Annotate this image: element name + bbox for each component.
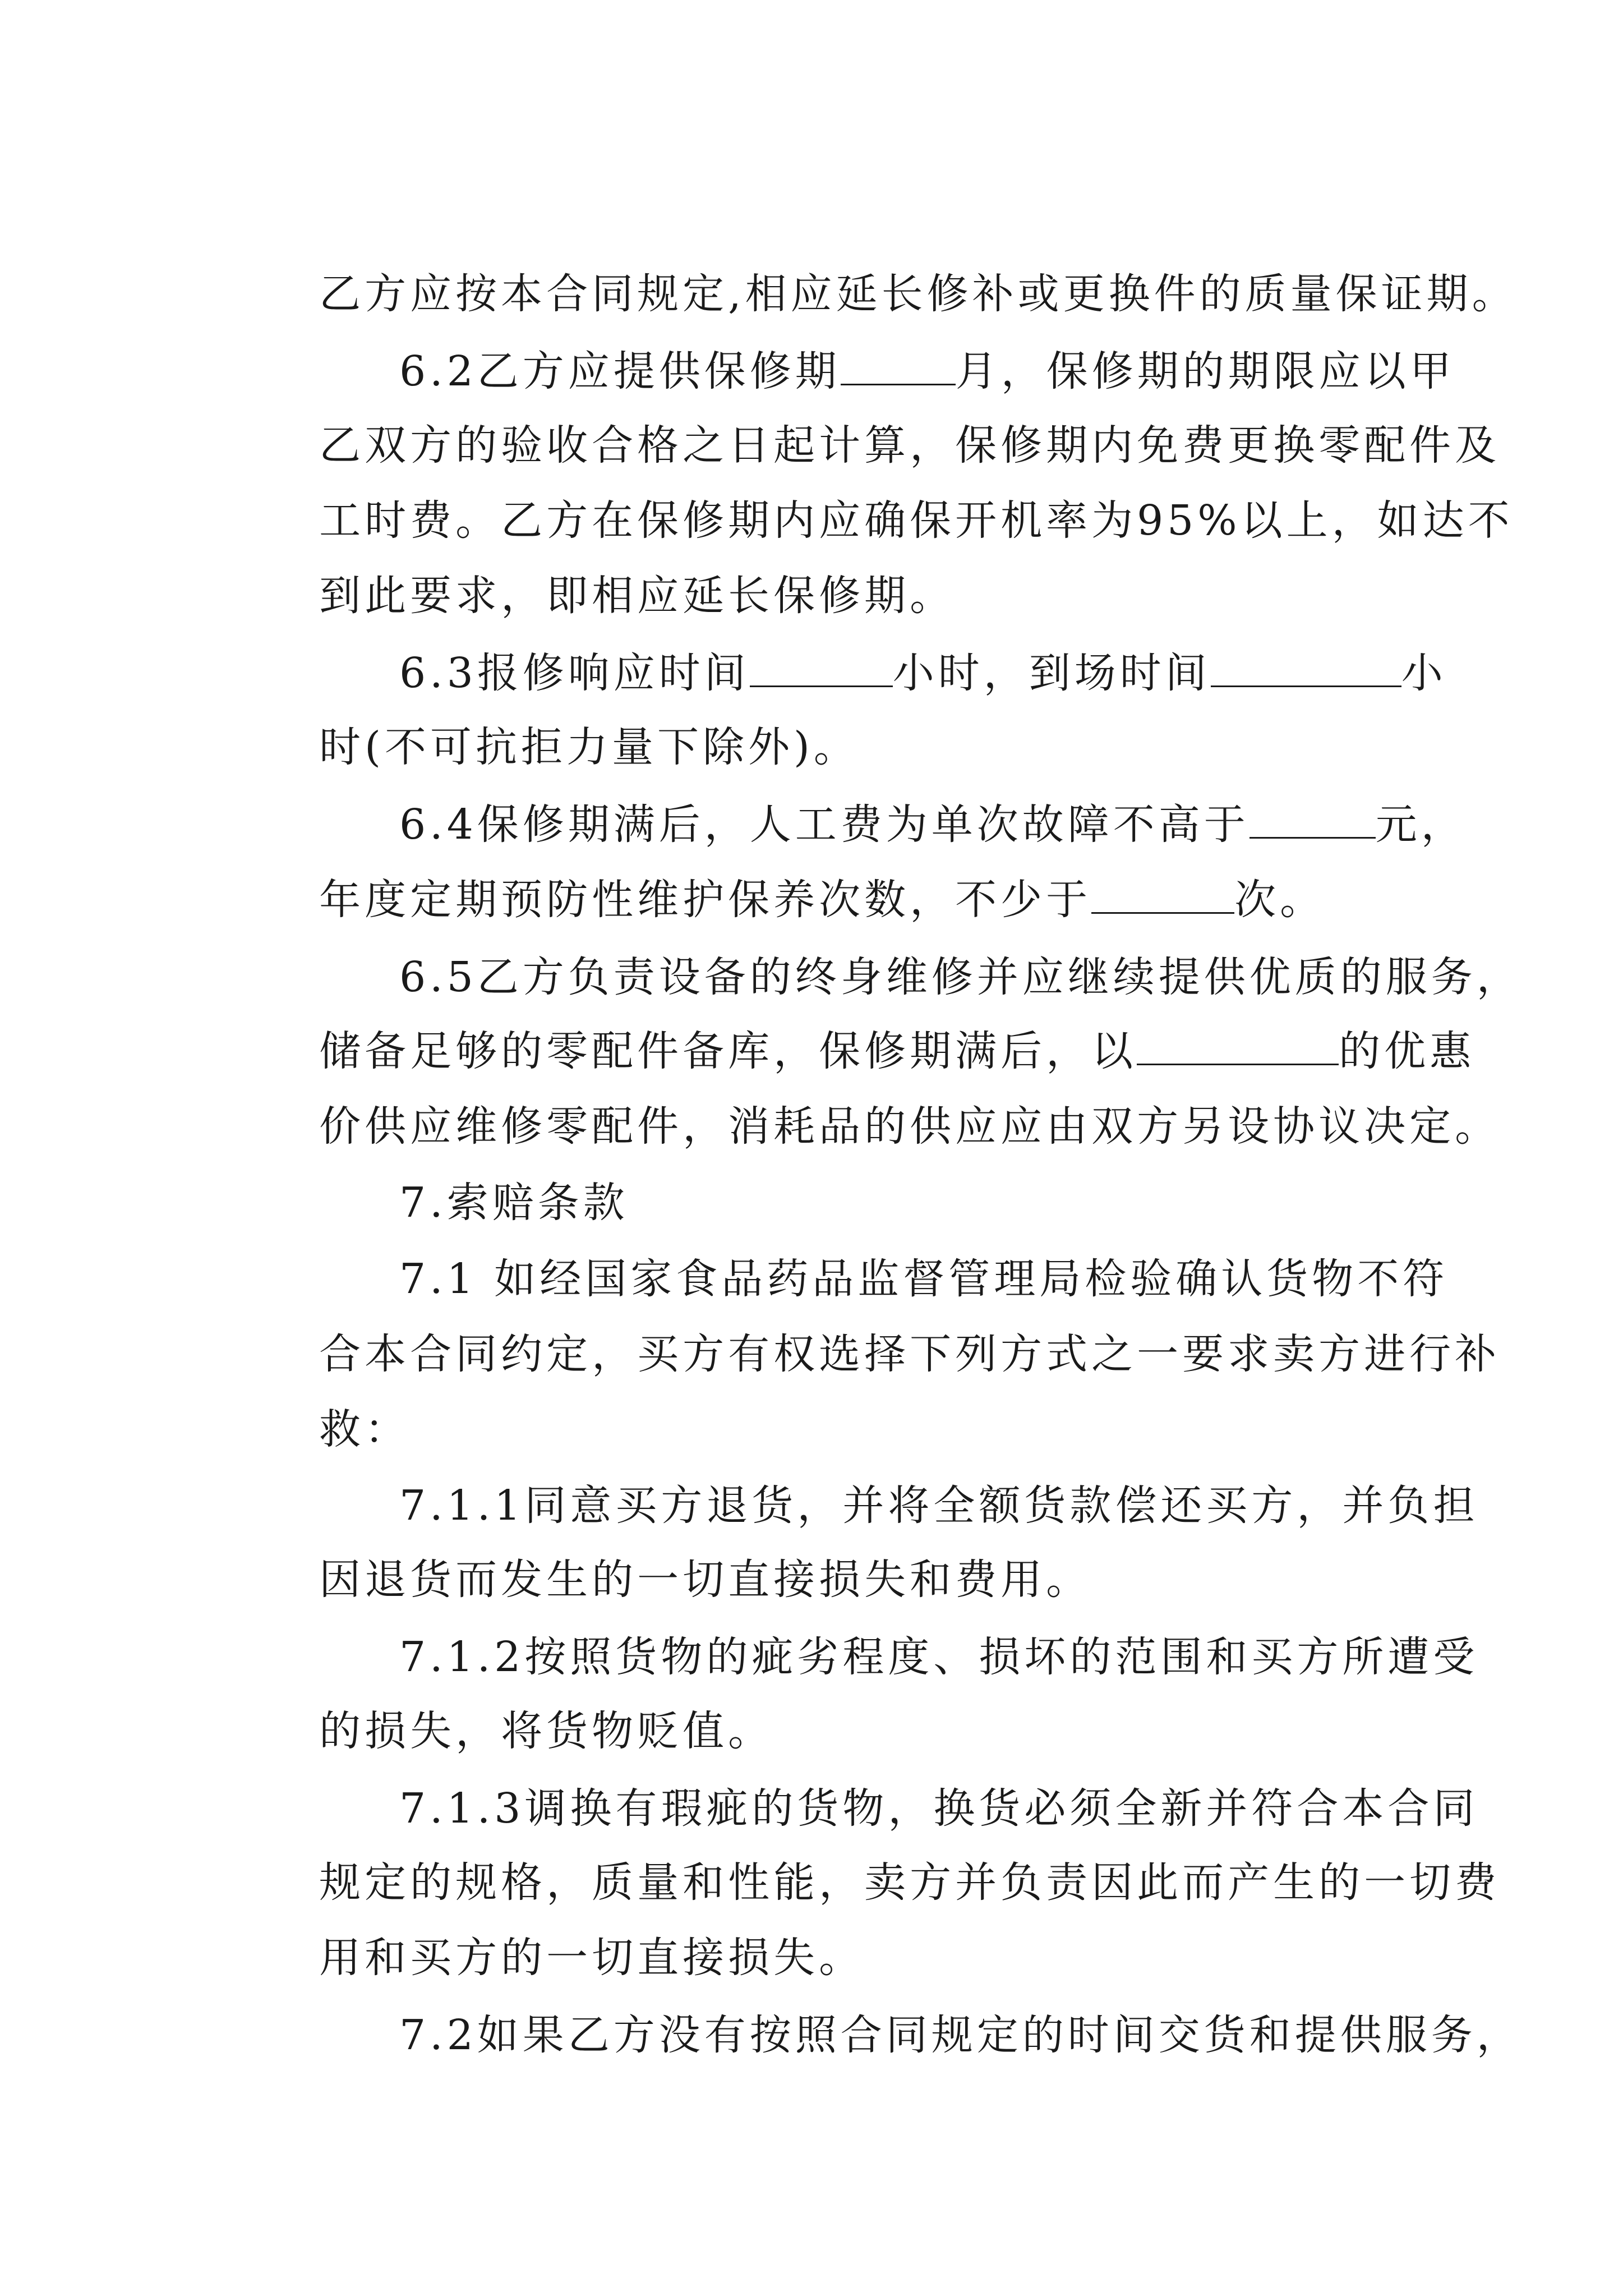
text-segment: 月，保修期的期限应以甲 (955, 347, 1455, 395)
text-segment: 6.5乙方负责设备的终身维修并应继续提供优质的服务， (399, 953, 1522, 1001)
text-line (251, 361, 1501, 470)
text-segment: 小时，到场时间 (892, 649, 1211, 697)
clause-7-1-3-line (331, 1724, 1479, 1833)
text-segment: 乙方应按本合同规定,相应延长修补或更换件的质量保证期。 (319, 270, 1518, 318)
text-line (251, 210, 1518, 318)
clause-6-4-line (331, 740, 1467, 849)
text-segment: 6.4保修期满后，人工费为单次故障不高于 (399, 800, 1249, 849)
text-segment: 6.2乙方应提供保修期 (399, 347, 841, 395)
text-line (251, 1270, 1501, 1378)
clause-7-1-2-line (331, 1573, 1479, 1681)
text-line (251, 1647, 774, 1755)
text-segment: 的损失，将货物贬值。 (319, 1707, 774, 1755)
text-segment: 规定的规格，质量和性能，卖方并负责因此而产生的一切费 (319, 1858, 1501, 1907)
text-segment: 7.1 如经国家食品药品监督管理局检验确认货物不符 (399, 1255, 1449, 1303)
text-segment: 的优惠 (1339, 1027, 1476, 1075)
text-line (251, 1798, 1501, 1907)
clause-7-1-line (331, 1195, 1449, 1303)
text-line (251, 512, 956, 620)
text-segment: 7.1.1同意买方退货，并将全额货款偿还买方，并负担 (399, 1481, 1479, 1530)
text-segment: 7.索赔条款 (399, 1179, 629, 1227)
text-line (251, 816, 1326, 924)
text-line (251, 1874, 865, 1982)
clause-6-2-line (331, 287, 1455, 395)
text-line (251, 1496, 1092, 1604)
text-segment: 工时费。乙方在保修期内应确保开机率为95%以上，如达不 (319, 496, 1514, 545)
text-segment: 元， (1375, 800, 1467, 849)
text-segment: 价供应维修零配件，消耗品的供应应由双方另设协议决定。 (319, 1102, 1501, 1151)
text-segment: 年度定期预防性维护保养次数，不少于 (319, 876, 1092, 924)
clause-6-3-line (331, 589, 1447, 697)
text-segment: 7.2如果乙方没有按照合同规定的时间交货和提供服务， (399, 2011, 1522, 2059)
clause-7-1-1-line (331, 1421, 1479, 1530)
text-segment: 因退货而发生的一切直接损失和费用。 (319, 1556, 1092, 1604)
fill-in-blank[interactable] (1211, 650, 1401, 687)
section-heading (331, 1119, 629, 1227)
text-segment: 时(不可抗拒力量下除外)。 (319, 723, 859, 771)
text-segment: 7.1.2按照货物的疵劣程度、损坏的范围和买方所遭受 (399, 1633, 1479, 1681)
text-segment: 储备足够的零配件备库，保修期满后，以 (319, 1027, 1137, 1075)
text-segment: 用和买方的一切直接损失。 (319, 1934, 865, 1982)
text-segment: 7.1.3调换有瑕疵的货物，换货必须全新并符合本合同 (399, 1784, 1479, 1833)
text-segment: 到此要求，即相应延长保修期。 (319, 572, 956, 620)
text-segment: 乙双方的验收合格之日起计算，保修期内免费更换零配件及 (319, 421, 1501, 470)
text-segment: 小 (1401, 649, 1447, 697)
clause-6-5-line (331, 893, 1522, 1001)
text-segment: 6.3报修响应时间 (399, 649, 750, 697)
text-line (251, 663, 859, 771)
text-line (251, 1345, 411, 1453)
text-line (251, 967, 1476, 1075)
text-line (251, 1042, 1501, 1151)
clause-7-2-line (331, 1951, 1522, 2059)
text-segment: 次。 (1234, 876, 1326, 924)
text-line (251, 436, 1514, 545)
text-segment: 救： (319, 1405, 411, 1453)
text-segment: 合本合同约定，买方有权选择下列方式之一要求卖方进行补 (319, 1330, 1501, 1378)
